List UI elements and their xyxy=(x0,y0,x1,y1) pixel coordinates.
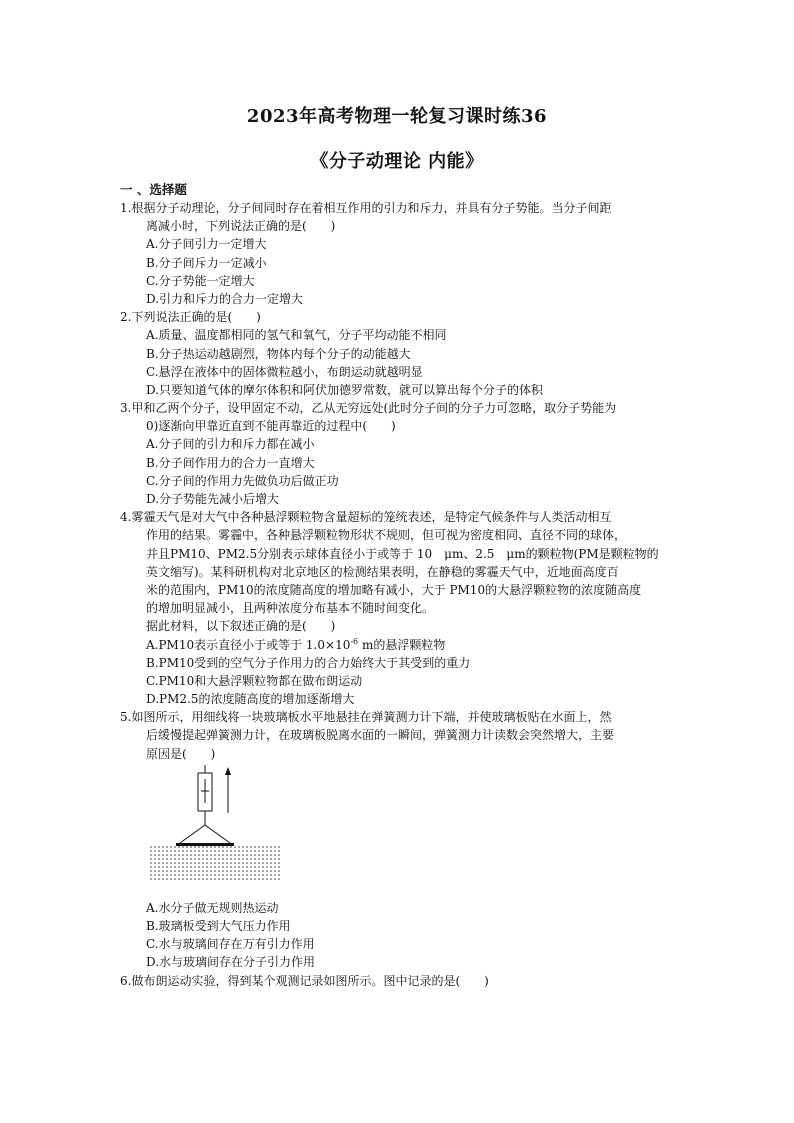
document-title: 2023年高考物理一轮复习课时练36 xyxy=(246,106,548,127)
q4-stem-line-5: 米的范围内，PM10的浓度随高度的增加略有减小，大于 PM10的大悬浮颗粒物的浓度随高度 xyxy=(146,582,642,597)
q4-option-d: D.PM2.5的浓度随高度的增加逐渐增大 xyxy=(146,692,355,707)
q5-stem-line-1: 5.如图所示，用细线将一块玻璃板水平地悬挂在弹簧测力计下端，并使玻璃板贴在水面上，然 xyxy=(120,710,612,725)
q4-stem-line-2: 作用的结果。雾霾中，各种悬浮颗粒物形状不规则，但可视为密度相同、直径不同的球体， xyxy=(146,528,627,543)
spring-scale-diagram xyxy=(150,763,330,899)
q4-stem-line-6: 的增加明显减小，且两种浓度分布基本不随时间变化。 xyxy=(146,601,435,616)
q1-option-b: B.分子间斥力一定减小 xyxy=(146,255,267,270)
q2-option-c: C.悬浮在液体中的固体微粒越小，布朗运动就越明显 xyxy=(146,364,423,379)
q2-option-a: A.质量、温度都相同的氢气和氧气，分子平均动能不相同 xyxy=(146,328,447,343)
q4-option-c: C.PM10和大悬浮颗粒物都在做布朗运动 xyxy=(146,673,363,688)
q1-option-a: A.分子间引力一定增大 xyxy=(146,237,267,252)
document-subtitle: 《分子动理论 内能》 xyxy=(310,151,484,172)
q1-option-c: C.分子势能一定增大 xyxy=(146,273,255,288)
water-icon xyxy=(150,847,282,879)
q3-option-a: A.分子间的引力和斥力都在减小 xyxy=(146,437,315,452)
q4-stem-line-3: 并且PM10、PM2.5分别表示球体直径小于或等于 10 μm、2.5 μm的颗粒物(PM是颗粒物的 xyxy=(146,546,659,561)
q4-option-a xyxy=(120,636,702,654)
q5-figure xyxy=(120,763,702,899)
glass-plate-icon xyxy=(176,843,234,846)
q3-option-d: D.分子势能先减小后增大 xyxy=(146,492,280,506)
q4-option-a-unit: m的悬浮颗粒物 xyxy=(358,637,446,652)
q5-option-d: D.水与玻璃间存在分子引力作用 xyxy=(146,955,316,970)
q4-option-a-exponent: -6 xyxy=(350,636,359,646)
q3-stem-line-1: 3.甲和乙两个分子，设甲固定不动，乙从无穷远处(此时分子间的分子力可忽略，取分子势能为 xyxy=(120,401,617,416)
q5-option-c: C.水与玻璃间存在万有引力作用 xyxy=(146,937,315,952)
q4-option-a-text: A.PM10表示直径小于或等于 1.0×10 xyxy=(146,637,351,652)
q3-option-c: C.分子间的作用力先做负功后做正功 xyxy=(146,473,339,488)
q3-stem-line-2: 0)逐渐向甲靠近直到不能再靠近的过程中( ) xyxy=(146,419,396,434)
q1-stem-line-2: 离减小时，下列说法正确的是( ) xyxy=(146,219,336,234)
q4-stem-line-7: 据此材料，以下叙述正确的是( ) xyxy=(146,619,336,634)
q2-option-d: D.只要知道气体的摩尔体积和阿伏加德罗常数，就可以算出每个分子的体积 xyxy=(146,382,544,397)
questions xyxy=(120,199,702,990)
q2-option-b: B.分子热运动越剧烈，物体内每个分子的动能越大 xyxy=(146,346,411,361)
q5-option-b: B.玻璃板受到大气压力作用 xyxy=(146,919,291,933)
q4-stem-line-4: 英文缩写)。某科研机构对北京地区的检测结果表明，在静稳的雾霾天气中，近地面高度百 xyxy=(146,564,619,579)
q1-stem-line-1: 1.根据分子动理论，分子间同时存在着相互作用的引力和斥力，并具有分子势能。当分子间距 xyxy=(120,201,612,215)
q4-stem-line-1: 4.雾霾天气是对大气中各种悬浮颗粒物含量超标的笼统表述，是特定气候条件与人类活动相互 xyxy=(120,510,612,525)
q5-option-a: A.水分子做无规则热运动 xyxy=(146,900,279,915)
q3-option-b: B.分子间作用力的合力一直增大 xyxy=(146,455,315,470)
q6-stem-line-1: 6.做布朗运动实验，得到某个观测记录如图所示。图中记录的是( ) xyxy=(120,973,489,988)
section-heading: 一 、选择题 xyxy=(120,182,187,197)
q5-stem-line-3: 原因是( ) xyxy=(146,746,216,761)
q2-stem-line-1: 2.下列说法正确的是( ) xyxy=(120,310,261,325)
q4-option-b: B.PM10受到的空气分子作用力的合力始终大于其受到的重力 xyxy=(146,655,471,670)
q1-option-d: D.引力和斥力的合力一定增大 xyxy=(146,291,304,306)
q5-stem-line-2: 后缓慢提起弹簧测力计，在玻璃板脱离水面的一瞬间，弹簧测力计读数会突然增大，主要 xyxy=(146,728,615,743)
